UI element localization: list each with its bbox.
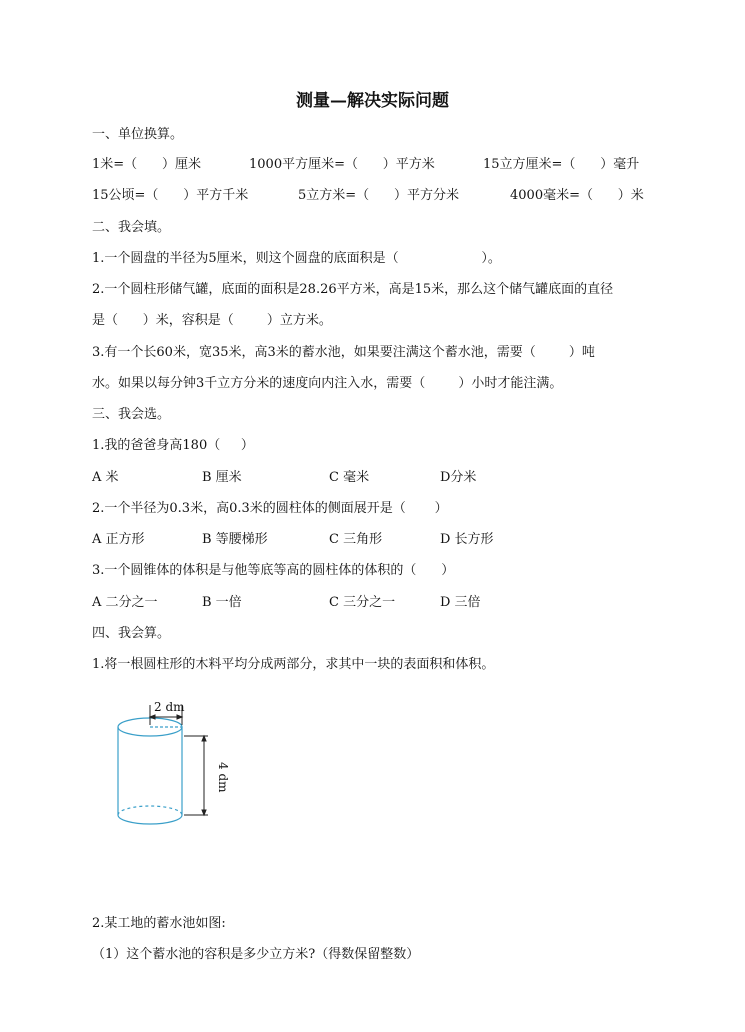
height-arrow-top	[202, 736, 206, 741]
cylinder-bottom-front-arc	[118, 815, 182, 824]
calc-question-2: 2.某工地的蓄水池如图:	[92, 916, 226, 931]
cylinder-bottom-back-arc	[118, 806, 182, 815]
fill-question-2-line1: 2.一个圆柱形储气罐，底面的面积是28.26平方米，高是15米，那么这个储气罐底面的直径	[92, 282, 614, 297]
section-heading-choose: 三、我会选。	[92, 407, 171, 422]
cylinder-figure	[110, 693, 230, 833]
fill-question-1: 1.一个圆盘的半径为5厘米，则这个圆盘的底面积是（ ）。	[92, 251, 501, 266]
choice-option-a: A 米	[92, 470, 119, 485]
conversion-item: 4000毫米=（ ）米	[510, 188, 644, 203]
conversion-item: 15立方厘米=（ ）毫升	[483, 157, 640, 172]
choice-option-c: C 毫米	[329, 470, 370, 485]
choice-option-b: B 一倍	[202, 595, 242, 610]
choice-option-d: D 长方形	[440, 532, 494, 547]
conversion-item: 15公顷=（ ）平方千米	[92, 188, 249, 203]
choose-question-1: 1.我的爸爸身高180（ ）	[92, 438, 254, 453]
calc-question-1: 1.将一根圆柱形的木料平均分成两部分，求其中一块的表面积和体积。	[92, 657, 495, 672]
choose-question-3: 3.一个圆锥体的体积是与他等底等高的圆柱体的体积的（ ）	[92, 563, 455, 578]
section-heading-unit-conversion: 一、单位换算。	[92, 127, 184, 142]
conversion-item: 1000平方厘米=（ ）平方米	[249, 157, 435, 172]
conversion-item: 5立方米=（ ）平方分米	[298, 188, 459, 203]
height-arrow-bottom	[202, 810, 206, 815]
height-label: 4 dm	[216, 762, 230, 793]
choice-option-a: A 正方形	[92, 532, 145, 547]
choice-option-d: D 三倍	[440, 595, 481, 610]
choice-option-a: A 二分之一	[92, 595, 158, 610]
section-heading-fill: 二、我会填。	[92, 220, 171, 235]
fill-question-2-line2: 是（ ）米，容积是（ ）立方米。	[92, 313, 332, 328]
choose-question-2: 2.一个半径为0.3米，高0.3米的圆柱体的侧面展开是（ ）	[92, 501, 448, 516]
choice-option-b: B 厘米	[202, 470, 242, 485]
radius-arrow-right	[177, 715, 182, 719]
page-title: 测量—解决实际问题	[296, 91, 449, 111]
fill-question-3-line2: 水。如果以每分钟3千立方分米的速度向内注入水，需要（ ）小时才能注满。	[92, 376, 563, 391]
choice-option-c: C 三角形	[329, 532, 383, 547]
radius-label: 2 dm	[154, 700, 185, 714]
choice-option-b: B 等腰梯形	[202, 532, 268, 547]
calc-question-2-sub1: （1）这个蓄水池的容积是多少立方米?（得数保留整数）	[92, 947, 420, 962]
choice-option-c: C 三分之一	[329, 595, 396, 610]
section-heading-calc: 四、我会算。	[92, 626, 171, 641]
fill-question-3-line1: 3.有一个长60米，宽35米，高3米的蓄水池，如果要注满这个蓄水池，需要（ ）吨	[92, 345, 595, 360]
conversion-item: 1米=（ ）厘米	[92, 157, 201, 172]
choice-option-d: D分米	[440, 470, 477, 485]
